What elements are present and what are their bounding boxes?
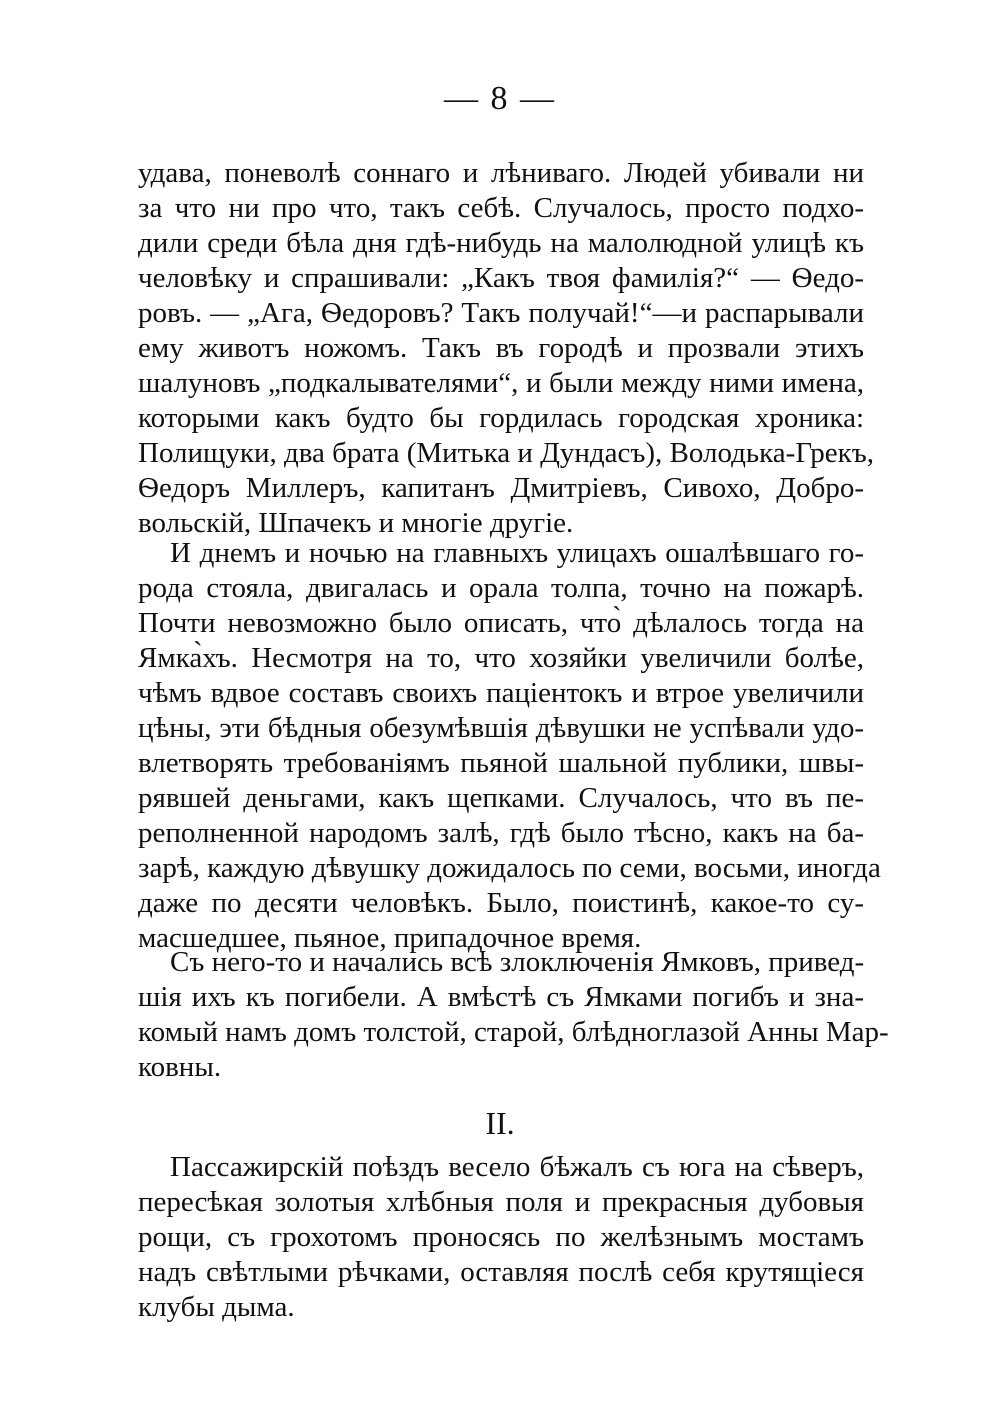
text-line: рода стояла, двигалась и орала толпа, точно на пожарѣ.: [138, 572, 864, 604]
text-line: за что ни про что, такъ себѣ. Случалось, просто подхо-: [138, 192, 864, 224]
text-line: ковны.: [138, 1051, 222, 1083]
text-line: И днемъ и ночью на главныхъ улицахъ ошалѣвшаго го-: [170, 537, 864, 569]
text-line: клубы дыма.: [138, 1291, 295, 1323]
text-line: зарѣ, каждую дѣвушку дожидалось по семи, восьми, иногда: [138, 852, 881, 884]
text-line: Почти невозможно было описать, что̀ дѣлалось тогда на: [138, 607, 864, 639]
section-heading: II.: [485, 1105, 515, 1141]
text-line: пересѣкая золотыя хлѣбныя поля и прекрасныя дубовыя: [138, 1186, 864, 1218]
paragraph-4: [138, 1150, 864, 1325]
text-line: Ямка̀хъ. Несмотря на то, что хозяйки увеличили болѣе,: [138, 642, 864, 674]
text-line: Полищуки, два брата (Митька и Дундасъ), Володька-Грекъ,: [138, 437, 874, 469]
text-line: человѣку и спрашивали: „Какъ твоя фамилія?“ — Ѳедо-: [138, 262, 864, 294]
text-line: вольскій, Шпачекъ и многіе другіе.: [138, 507, 574, 539]
text-line: масшедшее, пьяное, припадочное время.: [138, 922, 642, 954]
text-line: цѣны, эти бѣдныя обезумѣвшія дѣвушки не успѣвали удо-: [138, 712, 864, 744]
text-line: влетворять требованіямъ пьяной шальной публики, швы-: [138, 747, 864, 779]
text-line: шія ихъ къ погибели. А вмѣстѣ съ Ямками погибъ и зна-: [138, 981, 864, 1013]
text-line: ему животъ ножомъ. Такъ въ городѣ и прозвали этихъ: [138, 332, 864, 364]
text-line: чѣмъ вдвое составъ своихъ паціентокъ и втрое увеличили: [138, 677, 864, 709]
paragraph-3: [138, 945, 889, 1085]
text-line: реполненной народомъ залѣ, гдѣ было тѣсно, какъ на ба-: [138, 817, 864, 849]
text-line: рощи, съ грохотомъ проносясь по желѣзнымъ мостамъ: [138, 1221, 864, 1253]
paragraph-2: [138, 536, 881, 956]
text-line: комый намъ домъ толстой, старой, блѣдноглазой Анны Мар-: [138, 1016, 889, 1048]
page-number: — 8 —: [444, 80, 556, 117]
text-line: дили среди бѣла дня гдѣ-нибудь на малолюдной улицѣ къ: [138, 227, 864, 259]
text-line: Ѳедоръ Миллеръ, капитанъ Дмитріевъ, Сивохо, Добро-: [138, 472, 864, 504]
text-line: шалуновъ „подкалывателями“, и были между ними имена,: [138, 367, 864, 399]
text-line: удава, поневолѣ соннаго и лѣниваго. Людей убивали ни: [138, 157, 864, 189]
text-line: Пассажирскій поѣздъ весело бѣжалъ съ юга на сѣверъ,: [170, 1151, 864, 1183]
text-line: надъ свѣтлыми рѣчками, оставляя послѣ себя крутящіеся: [138, 1256, 864, 1288]
text-line: Съ него-то и начались всѣ злоключенія Ямковъ, привед-: [170, 946, 865, 978]
text-line: даже по десяти человѣкъ. Было, поистинѣ, какое-то су-: [138, 887, 864, 919]
text-line: которыми какъ будто бы гордилась городская хроника:: [138, 402, 864, 434]
text-line: ровъ. — „Ага, Ѳедоровъ? Такъ получай!“—и распарывали: [138, 297, 864, 329]
text-line: рявшей деньгами, какъ щепками. Случалось, что въ пе-: [138, 782, 864, 814]
paragraph-1: [138, 156, 874, 541]
